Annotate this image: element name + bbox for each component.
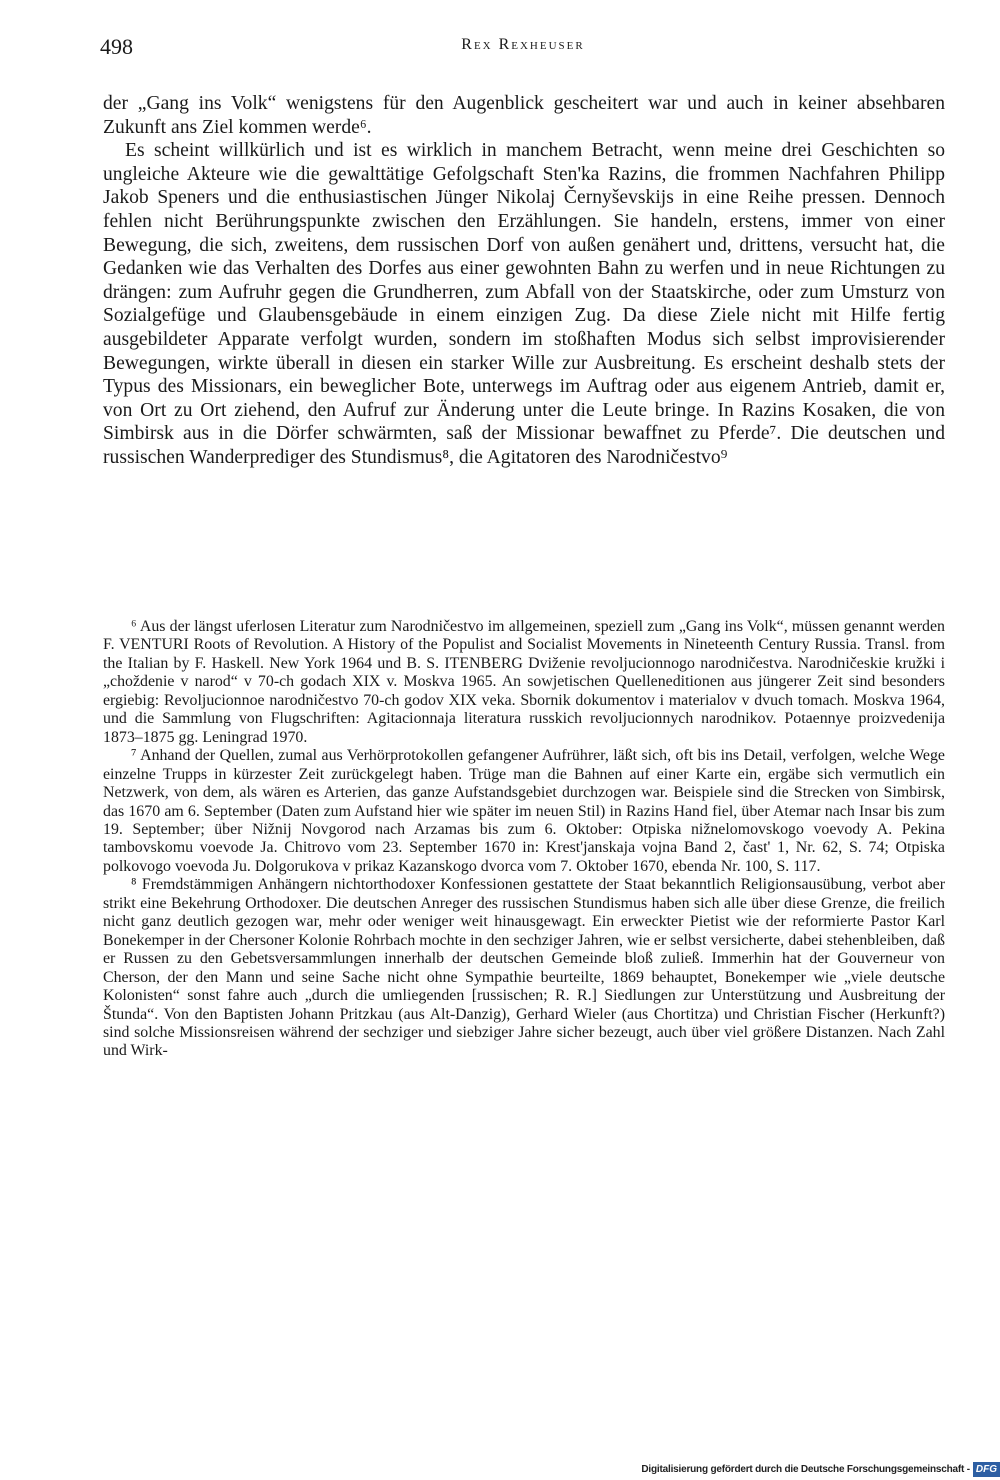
footnotes [103, 618, 945, 1061]
paragraph: der „Gang ins Volk“ wenigstens für den Augenblick gescheitert war und auch in keiner absehbaren Zukunft ans Ziel kommen werde⁶. [103, 93, 945, 138]
page-number: 498 [100, 34, 133, 59]
paragraph: Es scheint willkürlich und ist es wirklich in manchem Betracht, wenn meine drei Geschichten so ungleiche Akteure wie die gewalttätige Gefolgschaft Sten'ka Razins, die frommen Nachfahren Philipp Jakob Speners und die enthusiastischen Jünger Nikolaj Černyševskijs in eine Reihe pressen. Dennoch fehlen nicht Berührungspunkte zwischen den Erzählungen. Sie handeln, erstens, immer von einer Bewegung, die sich, zweitens, dem russischen Dorf von außen genähert und, drittens, versucht hat, die Gedanken wie das Verhalten des Dorfes aus einer gewohnten Bahn zu werfen und in neue Richtungen zu drängen: zum Aufruhr gegen die Grundherren, zum Abfall von der Staatskirche, oder zum Umsturz von Sozialgefüge und Glaubensgebäude in einem einzigen Zug. Da diese Ziele nicht mit Hilfe fertig ausgebildeter Apparate verfolgt wurden, sondern im stoßhaften Modus sich selbst improvisierender Bewegungen, wirkte überall in diesen ein starker Wille zur Ausbreitung. Es erscheint deshalb stets der Typus des Missionars, ein beweglicher Bote, unterwegs im Auftrag oder aus eigenem Antrieb, damit er, von Ort zu Ort ziehend, den Aufruf zur Änderung unter die Leute bringe. In Razins Kosaken, die von Simbirsk aus in die Dörfer schwärmten, saß der Missionar bewaffnet zu Pferde⁷. Die deutschen und russischen Wanderprediger des Stundismus⁸, die Agitatoren des Narodničestvo⁹ [103, 140, 945, 468]
digitization-footer [641, 1458, 1000, 1480]
footnote-8: ⁸ Fremdstämmigen Anhängern nichtorthodoxer Konfessionen gestattete der Staat bekanntlich Religionsausübung, verbot aber strikt eine Bekehrung Orthodoxer. Die deutschen Anreger des russischen Stundismus haben sich alle über diese Grenze, die freilich nicht ganz deutlich gezogen war, mehr oder weniger weit hinausgewagt. Ein erweckter Pietist wie der reformierte Pastor Karl Bonekemper in der Chersoner Kolonie Rohrbach mochte in den sechziger Jahren, wie er selbst versicherte, dabei stehenbleiben, daß er Russen zu den Gebetsversammlungen innerhalb der deutschen Gemeinde bloß zuließ. Immerhin hat der Gouverneur von Cherson, der den Mann und seine Sache nicht ohne Sympathie beurteilte, 1869 behauptet, Bonekemper wie „viele deutsche Kolonisten“ sonst fahre auch „durch die umliegenden [russischen; R. R.] Siedlungen zur Unterstützung und Ausbreitung der Štunda“. Von den Baptisten Johann Pritzkau (aus Alt-Danzig), Gerhard Wieler (aus Chortitza) und Christian Fischer (Herkunft?) sind solche Missionsreisen während der sechziger und siebziger Jahre sicher bezeugt, auch über viel größere Distanzen. Nach Zahl und Wirk- [103, 876, 945, 1060]
footnote-6: ⁶ Aus der längst uferlosen Literatur zum Narodničestvo im allgemeinen, speziell zum „Gang ins Volk“, müssen genannt werden F. VENTURI Roots of Revolution. A History of the Populist and Socialist Movements in Nineteenth Century Russia. Transl. from the Italian by F. Haskell. New York 1964 und B. S. ITENBERG Dviženie revoljucionnogo narodničestva. Narodničeskie kružki i „choždenie v narod“ v 70-ch godach XIX v. Moskva 1965. An sowjetischen Quelleneditionen aus jüngerer Zeit sind besonders ergiebig: Revoljucionnoe narodničestvo 70-ch godov XIX veka. Sbornik dokumentov i materialov v dvuch tomach. Moskva 1964, und die Sammlung von Flugschriften: Agitacionnaja literatura russkich revoljucionnych narodnikov. Potaennye proizvedenija 1873–1875 gg. Leningrad 1970. [103, 618, 945, 746]
dfg-logo: DFG [973, 1462, 1000, 1477]
running-head: Rex Rexheuser [461, 36, 585, 53]
page-header [100, 34, 946, 64]
main-text [103, 92, 945, 470]
footnote-7: ⁷ Anhand der Quellen, zumal aus Verhörprotokollen gefangener Aufrührer, läßt sich, oft bis ins Detail, verfolgen, welche Wege einzelne Trupps in kürzester Zeit zurückgelegt haben. Trüge man die Bahnen auf einer Karte ein, ergäbe sich vermutlich ein Netzwerk, von dem, als wären es Arterien, das ganze Aufstandsgebiet durchzogen war. Beispiele sind die Strecken von Simbirsk, das 1670 am 6. September (Daten zum Aufstand hier wie später im neuen Stil) in Razins Hand fiel, über Atemar nach Insar bis zum 19. September; über Nižnij Novgorod nach Arzamas bis zum 6. Oktober: Otpiska nižnelomovskogo voevody A. Pekina tambovskomu voevode Ja. Chitrovo vom 23. September 1670 in: Krest'janskaja vojna Band 2, čast' 1, Nr. 62, S. 74; Otpiska polkovogo voevoda Ju. Dolgorukova v prikaz Kazanskogo dvorca vom 7. Oktober 1670, ebenda Nr. 100, S. 117. [103, 747, 945, 875]
funding-note: Digitalisierung gefördert durch die Deutsche Forschungsgemeinschaft - [641, 1463, 970, 1475]
